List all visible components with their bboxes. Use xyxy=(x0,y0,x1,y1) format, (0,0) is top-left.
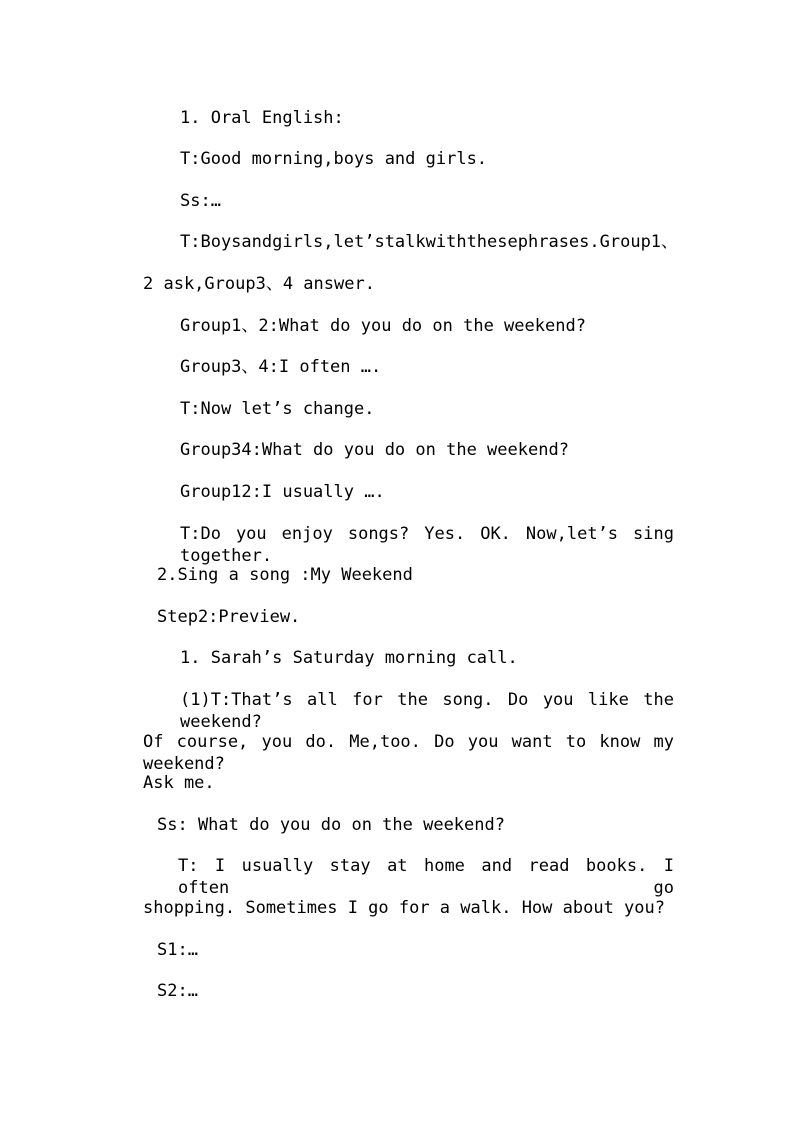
text-line: (1)T:That’s all for the song. Do you like the weekend? xyxy=(180,690,674,732)
text-line: S1:… xyxy=(157,940,198,960)
text-line: Of course, you do. Me,too. Do you want to know my weekend? xyxy=(143,732,674,774)
text-line: Ss: What do you do on the weekend? xyxy=(157,815,505,835)
text-line: T:Boysandgirls,let’stalkwiththesephrases.Group1、 xyxy=(180,232,679,252)
text-line: 2.Sing a song :My Weekend xyxy=(157,565,413,585)
text-line: 1. Oral English: xyxy=(180,108,344,128)
text-line: T:Do you enjoy songs? Yes. OK. Now,let’s sing together. xyxy=(180,524,674,566)
text-line: Group12:I usually …. xyxy=(180,482,385,502)
text-line: Group3、4:I often …. xyxy=(180,357,382,377)
text-line: T: I usually stay at home and read books. I often go xyxy=(178,856,674,898)
text-line: Ss:… xyxy=(180,191,221,211)
text-line: 1. Sarah’s Saturday morning call. xyxy=(180,648,518,668)
text-line: T:Good morning,boys and girls. xyxy=(180,149,488,169)
text-line: shopping. Sometimes I go for a walk. How about you? xyxy=(143,898,665,918)
text-line: 2 ask,Group3、4 answer. xyxy=(143,274,375,294)
text-line: S2:… xyxy=(157,981,198,1001)
text-line: Group34:What do you do on the weekend? xyxy=(180,440,569,460)
text-line: Ask me. xyxy=(143,773,215,793)
text-line: Group1、2:What do you do on the weekend? xyxy=(180,316,586,336)
text-line: Step2:Preview. xyxy=(157,607,301,627)
text-line: T:Now let’s change. xyxy=(180,399,375,419)
